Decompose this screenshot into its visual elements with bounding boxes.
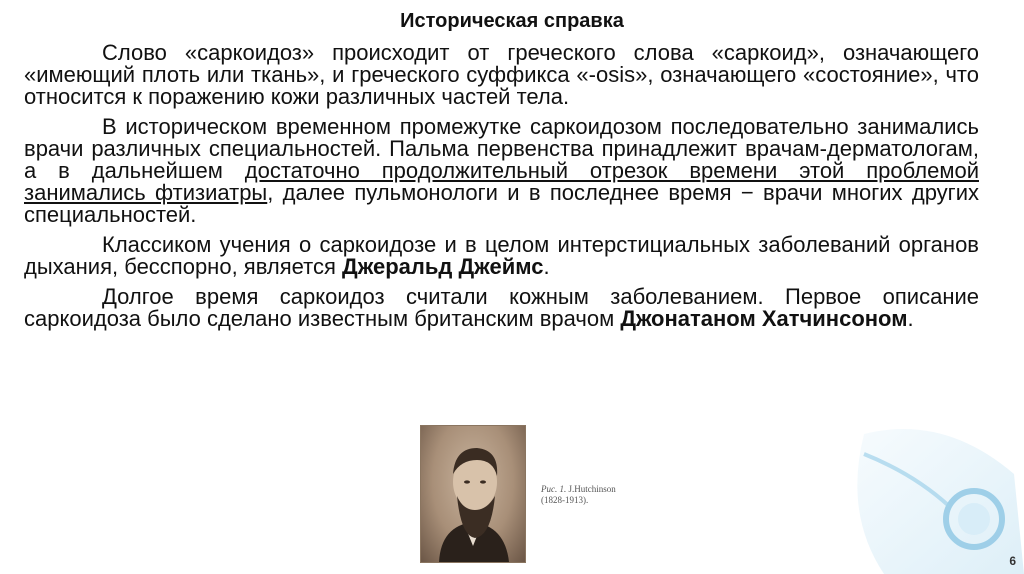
- paragraph-etymology: Слово «саркоидоз» происходит от греческого слова «саркоид», означающего «имеющий плоть или ткань», и греческого суффикса «-osis», означающего «состояние», что относится к поражению кожи различных частей тела.: [24, 40, 979, 109]
- slide-body: [24, 42, 979, 338]
- paragraph-classic-text-2: .: [543, 254, 550, 279]
- paragraph-history-text-2: , далее пульмонологи и в последнее время − врачи многих других специальностей.: [24, 180, 979, 227]
- paragraph-classic-text-1: Классиком учения о саркоидозе и в целом интерстициальных заболеваний органов дыхания, бесспорно, является: [24, 232, 979, 279]
- stethoscope-decoration: [824, 414, 1024, 574]
- caption-name: J.Hutchinson: [568, 484, 616, 494]
- paragraph-first-description-text-1: Долгое время саркоидоз считали кожным заболеванием. Первое описание саркоидоза было сделано известным британским врачом: [24, 284, 979, 331]
- slide-title: Историческая справка: [400, 10, 624, 32]
- paragraph-history: [24, 116, 979, 226]
- paragraph-first-description: [24, 286, 979, 330]
- caption-years: (1828-1913).: [541, 495, 589, 505]
- hutchinson-portrait: [420, 425, 526, 563]
- name-gerald-james: Джеральд Джеймс: [342, 254, 544, 279]
- portrait-caption: [541, 484, 616, 506]
- caption-label: Рис. 1.: [541, 484, 567, 494]
- stethoscope-icon: [824, 414, 1024, 574]
- paragraph-history-underlined: достаточно продолжительный отрезок времени этой проблемой занимались фтизиатры: [24, 158, 979, 205]
- name-jonathan-hutchinson: Джонатаном Хатчинсоном: [620, 306, 908, 331]
- portrait-drawing: [421, 426, 525, 562]
- paragraph-classic: [24, 234, 979, 278]
- paragraph-history-text-1: В историческом временном промежутке саркоидозом последовательно занимались врачи различных специальностей. Пальма первенства принадлежит врачам-дерматологам, а в дальнейшем: [24, 114, 979, 183]
- paragraph-first-description-text-2: .: [907, 306, 914, 331]
- page-number: 6: [1009, 554, 1016, 568]
